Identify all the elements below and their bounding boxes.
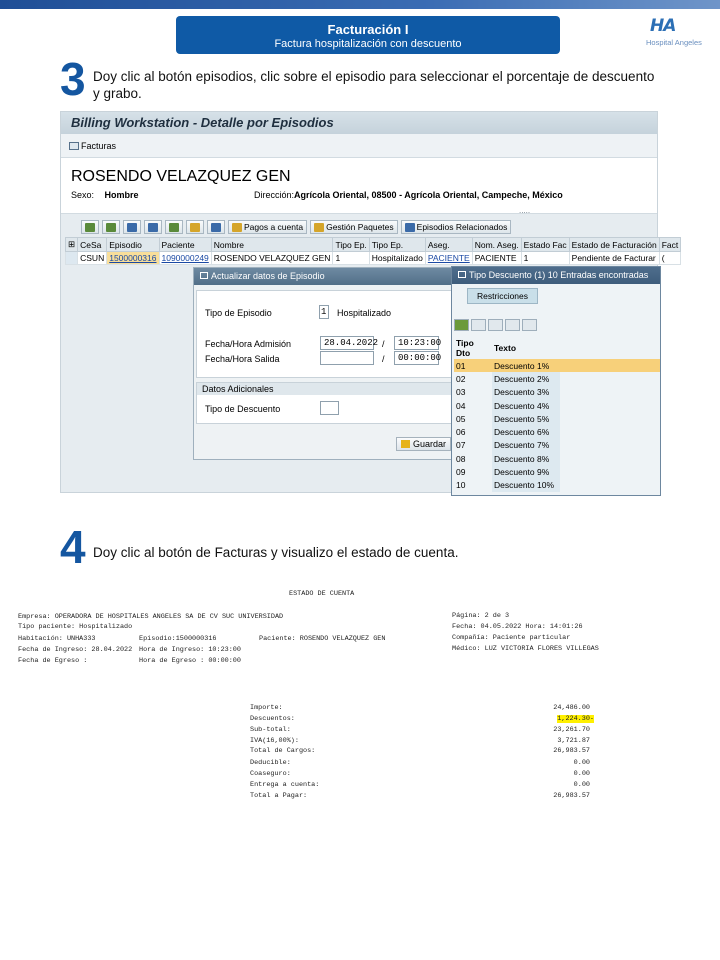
discount-code: 04	[456, 400, 466, 411]
step-3-text: Doy clic al botón episodios, clic sobre el episodio para seleccionar el porcentaje de descuento y grabo.	[93, 69, 655, 101]
step-4-number: 4	[60, 521, 86, 573]
sum-icon	[169, 223, 179, 232]
list-item[interactable]	[454, 399, 660, 412]
total-label: Descuentos:	[250, 715, 295, 723]
episodios-relacionados-button[interactable]	[401, 220, 512, 234]
total-label: Importe:	[250, 704, 283, 712]
tipo-descuento-input[interactable]	[320, 401, 339, 415]
statement-fecha-ingreso: Fecha de Ingreso: 28.04.2022	[18, 646, 133, 654]
grid-select-all[interactable]: ⊞	[66, 238, 78, 252]
alv-toolbar	[65, 220, 659, 235]
check-icon	[401, 440, 410, 448]
dialog-title	[194, 268, 454, 285]
statement-compania: Compañía: Paciente particular	[452, 634, 571, 642]
layout-icon	[211, 223, 221, 232]
cell-nom-aseg: PACIENTE	[472, 252, 521, 265]
col-header[interactable]: Nom. Aseg.	[472, 238, 521, 252]
sexo-value: Hombre	[104, 190, 139, 200]
sort-desc-icon	[106, 223, 116, 232]
binoculars-icon	[127, 223, 137, 232]
col-header[interactable]: Nombre	[211, 238, 333, 252]
pagos-label: Pagos a cuenta	[244, 222, 304, 232]
cell-paciente-link[interactable]: 1090000249	[159, 252, 211, 265]
logo-mark: HA	[650, 16, 676, 36]
direccion-label: Dirección:	[254, 190, 295, 200]
salida-label: Fecha/Hora Salida	[205, 354, 280, 364]
cell-nombre: ROSENDO VELAZQUEZ GEN	[211, 252, 333, 265]
direccion-field	[254, 190, 563, 200]
total-value: 3,721.87	[557, 737, 590, 745]
discount-code: 07	[456, 440, 466, 451]
total-value: 0.00	[573, 770, 590, 778]
export-button[interactable]	[186, 220, 204, 234]
accept-icon[interactable]	[454, 319, 469, 331]
statement-hora-ingreso: Hora de Ingreso: 10:23:00	[139, 646, 241, 654]
sap-billing-screen	[60, 111, 679, 493]
cell-tipo-ep-text: Hospitalizado	[369, 252, 425, 265]
discount-text: Descuento 9%	[492, 465, 560, 478]
col-header[interactable]: Estado Fac	[521, 238, 569, 252]
admision-date-input[interactable]: 28.04.2022	[320, 336, 374, 350]
page-subtitle: Factura hospitalización con descuento	[274, 38, 462, 50]
layout-button[interactable]	[207, 220, 225, 234]
sexo-field	[71, 190, 139, 200]
table-row[interactable]	[66, 252, 681, 265]
close-icon[interactable]	[471, 319, 486, 331]
descuento-amount: 1,224.30-	[557, 715, 594, 723]
statement-medico: Médico: LUZ VICTORIA FLORES VILLEGAS	[452, 645, 599, 653]
guardar-label: Guardar	[413, 439, 447, 449]
gestion-paquetes-button[interactable]	[310, 220, 398, 234]
find-next-icon[interactable]	[505, 319, 520, 331]
list-header	[454, 337, 660, 359]
facturas-label: Facturas	[81, 140, 117, 151]
total-value: 23,261.70	[553, 726, 590, 734]
filter-button[interactable]	[144, 220, 162, 234]
discount-code: 10	[456, 480, 466, 491]
statement-fecha-egreso: Fecha de Egreso :	[18, 657, 88, 665]
discount-text: Descuento 7%	[492, 439, 560, 452]
total-label: Total de Cargos:	[250, 747, 316, 755]
statement-paciente: Paciente: ROSENDO VELAZQUEZ GEN	[259, 635, 386, 643]
row-selector[interactable]	[66, 252, 78, 265]
list-item[interactable]	[454, 479, 660, 492]
popup-title	[452, 267, 660, 284]
guardar-button[interactable]	[396, 437, 451, 451]
sort-asc-button[interactable]	[81, 220, 99, 234]
binoculars-icon[interactable]	[488, 319, 503, 331]
popup-icon	[458, 271, 466, 278]
discount-code: 08	[456, 453, 466, 464]
find-button[interactable]	[123, 220, 141, 234]
cell-episodio-link[interactable]: 1500000316	[107, 252, 159, 265]
episodes-grid	[65, 237, 681, 265]
list-item[interactable]	[454, 465, 660, 478]
list-item[interactable]	[454, 439, 660, 452]
cell-fact: (	[659, 252, 681, 265]
datos-adicionales-title: Datos Adicionales	[197, 383, 451, 395]
sap-window-title: Billing Workstation - Detalle por Episodios	[61, 112, 657, 134]
admision-label: Fecha/Hora Admisión	[205, 339, 292, 349]
discount-text: Descuento 3%	[492, 386, 560, 399]
print-icon[interactable]	[522, 319, 537, 331]
admision-time-input[interactable]: 10:23:00	[394, 336, 439, 350]
pagos-a-cuenta-button[interactable]	[228, 220, 307, 234]
statement-empresa: Empresa: OPERADORA DE HOSPITALES ANGELES SA DE CV SUC UNIVERSIDAD	[18, 613, 284, 621]
total-label: Coaseguro:	[250, 770, 291, 778]
salida-time-input[interactable]: 00:00:00	[394, 351, 439, 365]
col-header[interactable]: Tipo Ep.	[333, 238, 369, 252]
statement-pagina: Página: 2 de 3	[452, 612, 510, 620]
list-item[interactable]	[454, 359, 660, 372]
discount-text: Descuento 6%	[492, 425, 560, 438]
date-time-separator: /	[382, 354, 385, 364]
cell-estado-facturacion: Pendiente de Facturar	[569, 252, 659, 265]
invoice-icon	[69, 142, 79, 150]
facturas-button[interactable]	[69, 141, 116, 151]
package-icon	[314, 223, 324, 232]
page-title: Facturación I	[327, 22, 409, 37]
col-header[interactable]: Estado de Facturación	[569, 238, 659, 252]
list-item[interactable]	[454, 425, 660, 438]
sap-toolbar	[61, 134, 657, 158]
list-item[interactable]	[454, 452, 660, 465]
tipo-descuento-label: Tipo de Descuento	[205, 404, 281, 414]
statement-tipo-paciente: Tipo paciente: Hospitalizado	[18, 623, 133, 631]
actualizar-episodio-dialog	[193, 267, 455, 460]
logo-text: Hospital Angeles	[646, 38, 702, 47]
list-item[interactable]	[454, 372, 660, 385]
patient-header	[61, 158, 657, 214]
tipo-episodio-text: Hospitalizado	[337, 308, 392, 318]
col-header[interactable]: Episodio	[107, 238, 159, 252]
col-texto[interactable]: Texto	[492, 337, 560, 359]
total-value: 24,486.00	[553, 704, 590, 712]
col-tipo-dto[interactable]: Tipo Dto	[454, 337, 492, 359]
col-header[interactable]: CeSa	[78, 238, 107, 252]
discount-code: 01	[454, 359, 492, 372]
patient-name: ROSENDO VELAZQUEZ GEN	[71, 168, 291, 185]
total-value: 0.00	[573, 781, 590, 789]
total-value: 26,983.57	[553, 747, 590, 755]
export-icon	[190, 223, 200, 232]
discount-text: Descuento 1%	[492, 359, 560, 372]
episodios-label: Episodios Relacionados	[416, 222, 508, 232]
tipo-episodio-code: 1	[319, 305, 329, 319]
step-4-text: Doy clic al botón de Facturas y visualizo el estado de cuenta.	[93, 545, 459, 560]
payment-icon	[232, 223, 242, 232]
discount-list	[454, 337, 660, 492]
sort-asc-icon	[85, 223, 95, 232]
episodes-icon	[405, 223, 415, 232]
splitter-handle[interactable]: .....	[519, 206, 531, 215]
list-item[interactable]	[454, 412, 660, 425]
col-header[interactable]: Aseg.	[425, 238, 472, 252]
discount-text: Descuento 5%	[492, 412, 560, 425]
discount-code: 06	[456, 427, 466, 438]
tipo-episodio-label: Tipo de Episodio	[205, 308, 272, 318]
cell-cesa: CSUN	[78, 252, 107, 265]
filter-icon	[148, 223, 158, 232]
title-banner	[176, 16, 560, 54]
dialog-icon	[200, 272, 208, 279]
discount-text: Descuento 2%	[492, 372, 560, 385]
discount-text: Descuento 10%	[492, 479, 560, 492]
statement-episodio: Episodio:1500000316	[139, 635, 217, 643]
datos-adicionales-group	[196, 382, 452, 424]
discount-code: 03	[456, 387, 466, 398]
hospital-angeles-logo	[640, 16, 710, 50]
tab-restricciones[interactable]: Restricciones	[467, 288, 538, 304]
discount-text: Descuento 4%	[492, 399, 560, 412]
direccion-value: Agrícola Oriental, 08500 - Agrícola Oriental, Campeche, México	[294, 190, 563, 200]
tipo-descuento-popup	[451, 266, 661, 496]
col-header[interactable]: Fact	[659, 238, 681, 252]
statement-habitacion: Habitación: UNHA333	[18, 635, 96, 643]
cell-aseg-link[interactable]: PACIENTE	[425, 252, 472, 265]
list-item[interactable]	[454, 386, 660, 399]
cell-tipo-ep: 1	[333, 252, 369, 265]
popup-toolbar	[454, 319, 537, 331]
popup-title-text: Tipo Descuento (1) 10 Entradas encontradas	[469, 270, 649, 280]
col-header[interactable]: Tipo Ep.	[369, 238, 425, 252]
cell-estado-fac: 1	[521, 252, 569, 265]
total-value: 0.00	[573, 759, 590, 767]
total-label: IVA(16,00%):	[250, 737, 299, 745]
top-stripe	[0, 0, 720, 9]
total-label: Sub-total:	[250, 726, 291, 734]
gestion-label: Gestión Paquetes	[326, 222, 394, 232]
grid-header-row	[66, 238, 681, 252]
dialog-title-text: Actualizar datos de Episodio	[211, 271, 325, 281]
discount-code: 02	[456, 373, 466, 384]
discount-code: 09	[456, 467, 466, 478]
statement-fecha: Fecha: 04.05.2022 Hora: 14:01:26	[452, 623, 583, 631]
discount-code: 05	[456, 413, 466, 424]
statement-hora-egreso: Hora de Egreso : 00:00:00	[139, 657, 241, 665]
sum-button[interactable]	[165, 220, 183, 234]
episode-data-group	[196, 290, 452, 378]
total-value: 26,983.57	[553, 792, 590, 800]
sexo-label: Sexo:	[71, 190, 95, 200]
total-label: Deducible:	[250, 759, 291, 767]
col-header[interactable]: Paciente	[159, 238, 211, 252]
date-time-separator: /	[382, 339, 385, 349]
discount-text: Descuento 8%	[492, 452, 560, 465]
statement-title: ESTADO DE CUENTA	[289, 590, 355, 598]
total-value-highlighted	[490, 715, 594, 723]
total-label: Entrega a cuenta:	[250, 781, 320, 789]
step-3-number: 3	[60, 53, 86, 105]
sort-desc-button[interactable]	[102, 220, 120, 234]
salida-date-input[interactable]	[320, 351, 374, 365]
total-label: Total a Pagar:	[250, 792, 308, 800]
